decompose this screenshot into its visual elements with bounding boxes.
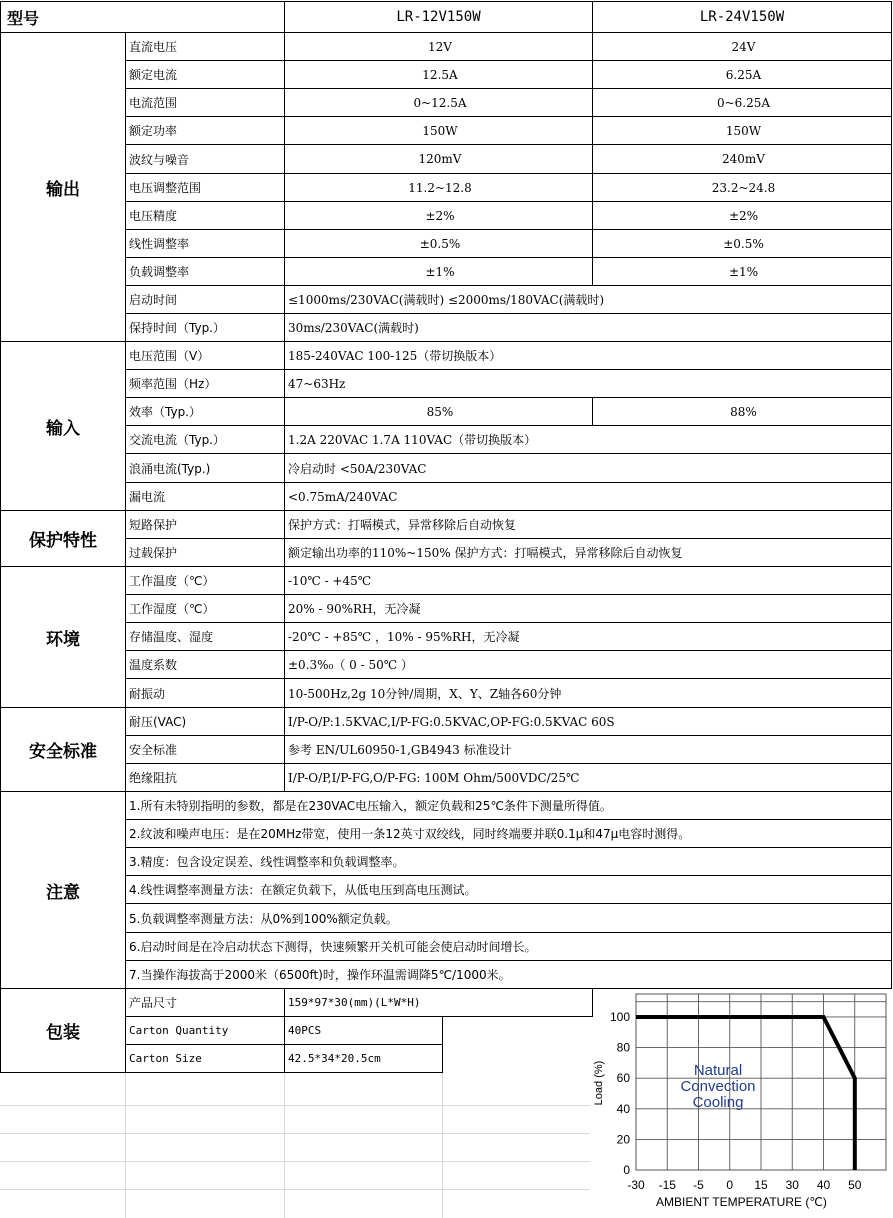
chart-x-tick: 30	[785, 1178, 799, 1192]
sheet-gridline	[0, 1133, 590, 1134]
row-value: ±0.3%₀（ 0 - 50℃ ）	[284, 650, 892, 679]
section-input: 输入	[0, 341, 126, 511]
row-label: 产品尺寸	[125, 988, 285, 1017]
section-protection: 保护特性	[0, 510, 126, 567]
sheet-gridline	[0, 1189, 590, 1190]
row-label: 交流电流（Typ.）	[125, 425, 285, 454]
chart-y-tick: 60	[616, 1071, 630, 1086]
row-value-b: ±2%	[592, 201, 892, 230]
chart-x-tick: 0	[726, 1178, 734, 1192]
row-label: 短路保护	[125, 510, 285, 539]
row-value: I/P-O/P:1.5KVAC,I/P-FG:0.5KVAC,OP-FG:0.5KVAC 60S	[284, 707, 892, 736]
header-model-a: LR-12V150W	[284, 1, 593, 33]
sheet-gridline	[0, 1105, 590, 1106]
chart-x-tick: -15	[658, 1178, 676, 1192]
row-value-b: ±0.5%	[592, 229, 892, 258]
row-label: 漏电流	[125, 482, 285, 511]
row-value: 30ms/230VAC(满载时)	[284, 313, 892, 342]
chart-x-tick: -30	[627, 1178, 645, 1192]
sheet-gridline	[125, 1070, 126, 1218]
row-value-b: ±1%	[592, 257, 892, 286]
note-item: 1.所有未特别指明的参数，都是在230VAC电压输入，额定负载和25℃条件下测量所得值。	[125, 791, 892, 820]
chart-grid	[636, 994, 886, 1170]
row-value-b: 23.2~24.8	[592, 173, 892, 202]
row-value-b: 88%	[592, 397, 892, 426]
row-value: I/P-O/P,I/P-FG,O/P-FG: 100M Ohm/500VDC/25℃	[284, 763, 892, 792]
row-value-b: 24V	[592, 32, 892, 61]
row-value: ≤1000ms/230VAC(满载时) ≤2000ms/180VAC(满载时)	[284, 285, 892, 314]
row-value: 47~63Hz	[284, 369, 892, 398]
row-label: 工作温度（℃）	[125, 566, 285, 595]
note-item: 5.负载调整率测量方法：从0%到100%额定负载。	[125, 903, 892, 933]
row-label: Carton Size	[125, 1044, 285, 1073]
chart-y-tick: 0	[623, 1163, 630, 1177]
row-label: 工作湿度（℃）	[125, 594, 285, 623]
note-item: 4.线性调整率测量方法：在额定负载下，从低电压到高电压测试。	[125, 875, 892, 904]
row-value-a: 12V	[284, 32, 593, 61]
row-value: 冷启动时 <50A/230VAC	[284, 453, 892, 483]
row-value: -20℃ - +85℃ ，10% - 95%RH，无冷凝	[284, 622, 892, 651]
row-value: 保护方式：打嗝模式，异常移除后自动恢复	[284, 510, 892, 539]
row-label: 存储温度、湿度	[125, 622, 285, 651]
row-label: 温度系数	[125, 650, 285, 679]
row-value: 额定输出功率的110%~150% 保护方式：打嗝模式，异常移除后自动恢复	[284, 538, 892, 567]
row-label: 效率（Typ.）	[125, 397, 285, 426]
sheet-gridline	[0, 1161, 590, 1162]
sheet-gridline	[442, 1070, 443, 1218]
row-label: Carton Quantity	[125, 1016, 285, 1045]
chart-x-label: AMBIENT TEMPERATURE (℃)	[656, 1195, 827, 1209]
row-label: 额定电流	[125, 60, 285, 89]
row-label: 保持时间（Typ.）	[125, 313, 285, 342]
row-label: 波纹与噪音	[125, 144, 285, 174]
section-notes: 注意	[0, 791, 126, 989]
section-environment: 环境	[0, 566, 126, 708]
row-value-a: 120mV	[284, 144, 593, 174]
header-title: 型号	[0, 1, 285, 33]
chart-x-tick: 15	[754, 1178, 768, 1192]
row-value-b: 6.25A	[592, 60, 892, 89]
chart-x-tick: 50	[848, 1178, 862, 1192]
chart-annotation-line: Cooling	[692, 1094, 744, 1111]
section-safety: 安全标准	[0, 707, 126, 792]
row-label: 耐压(VAC)	[125, 707, 285, 736]
chart-x-tick: 40	[816, 1178, 831, 1192]
note-item: 3.精度：包含设定误差、线性调整率和负载调整率。	[125, 847, 892, 876]
header-model-b: LR-24V150W	[592, 1, 892, 33]
row-label: 负载调整率	[125, 257, 285, 286]
row-label: 安全标准	[125, 735, 285, 764]
row-label: 电压范围（V）	[125, 341, 285, 370]
row-value-a: ±1%	[284, 257, 593, 286]
section-output: 输出	[0, 32, 126, 342]
row-value: 10-500Hz,2g 10分钟/周期，X、Y、Z轴各60分钟	[284, 678, 892, 708]
row-value-a: 85%	[284, 397, 593, 426]
sheet-gridline	[284, 1070, 285, 1218]
row-value: 参考 EN/UL60950-1,GB4943 标准设计	[284, 735, 892, 764]
row-value: 185-240VAC 100-125（带切换版本）	[284, 341, 892, 370]
row-value-b: 150W	[592, 116, 892, 145]
chart-y-tick: 40	[616, 1101, 630, 1116]
note-item: 7.当操作海拔高于2000米（6500ft)时，操作环温需调降5℃/1000米。	[125, 960, 892, 989]
row-value-a: 12.5A	[284, 60, 593, 89]
chart-x-tick: -5	[693, 1178, 704, 1192]
row-value-a: 150W	[284, 116, 593, 145]
chart-annotation-line: Natural	[693, 1062, 743, 1079]
row-value: -10℃ - +45℃	[284, 566, 892, 595]
row-label: 过载保护	[125, 538, 285, 567]
row-value: 1.2A 220VAC 1.7A 110VAC（带切换版本）	[284, 425, 892, 454]
chart-y-tick: 80	[616, 1040, 630, 1055]
row-value-a: 0~12.5A	[284, 88, 593, 117]
row-label: 额定功率	[125, 116, 285, 145]
row-label: 电压精度	[125, 201, 285, 230]
row-label: 频率范围（Hz）	[125, 369, 285, 398]
row-value: <0.75mA/240VAC	[284, 482, 892, 511]
chart-y-label: Load (%)	[593, 1060, 605, 1106]
row-label: 直流电压	[125, 32, 285, 61]
row-value-a: 11.2~12.8	[284, 173, 593, 202]
row-label: 线性调整率	[125, 229, 285, 258]
chart-y-tick: 20	[616, 1132, 630, 1147]
chart-annotation-line: Convection	[680, 1078, 756, 1095]
row-label: 电流范围	[125, 88, 285, 117]
row-value: 159*97*30(mm)(L*W*H)	[284, 988, 593, 1017]
row-label: 绝缘阻抗	[125, 763, 285, 792]
section-packaging: 包装	[0, 988, 126, 1073]
row-value-b: 240mV	[592, 144, 892, 174]
row-value-a: ±2%	[284, 201, 593, 230]
chart-y-tick: 100	[609, 1009, 630, 1024]
row-value: 40PCS	[284, 1016, 443, 1045]
note-item: 2.纹波和噪声电压：是在20MHz带宽，使用一条12英寸双绞线，同时终端要并联0.1μ和47μ电容时测得。	[125, 819, 892, 848]
row-label: 浪涌电流(Typ.)	[125, 453, 285, 483]
note-item: 6.启动时间是在冷启动状态下测得，快速频繁开关机可能会使启动时间增长。	[125, 932, 892, 961]
row-label: 电压调整范围	[125, 173, 285, 202]
row-value-a: ±0.5%	[284, 229, 593, 258]
row-label: 耐振动	[125, 678, 285, 708]
row-value: 42.5*34*20.5cm	[284, 1044, 443, 1073]
row-value: 20% - 90%RH，无冷凝	[284, 594, 892, 623]
derating-chart	[592, 985, 890, 1215]
row-value-b: 0~6.25A	[592, 88, 892, 117]
row-label: 启动时间	[125, 285, 285, 314]
